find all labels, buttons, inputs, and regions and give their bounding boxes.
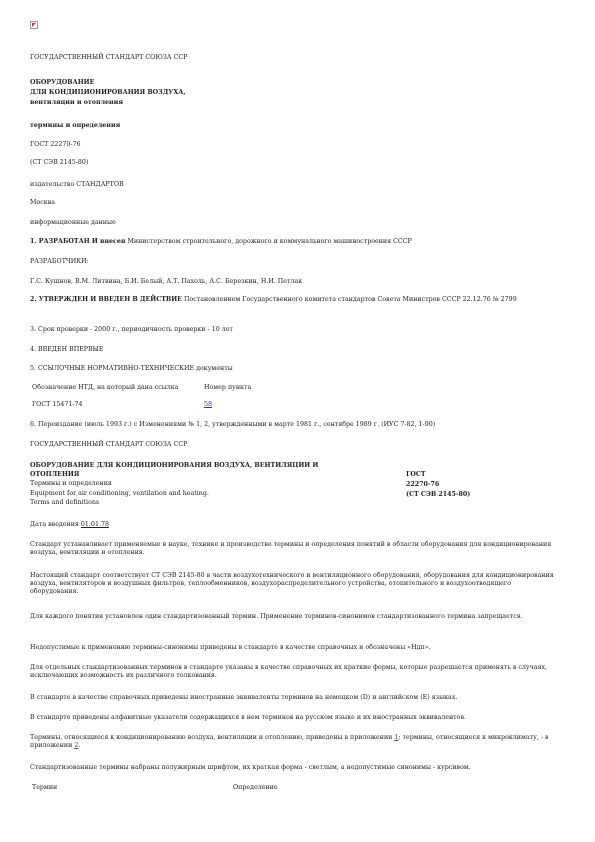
references-table-header-doc: Обозначение НТД, на который дана ссылка [32,384,179,391]
developers-label: РАЗРАБОТЧИКИ: [30,258,89,265]
standard-english-line-2: Terms and definitions [30,499,100,506]
references-table-header-clause: Номер пункта [204,384,252,391]
appendices-text-3: . [78,742,81,749]
header-org: ГОСУДАРСТВЕННЫЙ СТАНДАРТ СОЮЗА ССР [30,54,188,61]
effective-date-label: Дата введения [30,521,79,528]
info-item-2-text: Постановлением Государственного комитета стандартов Совета Министров СССР 22.12.76 № 2799 [181,296,517,303]
header-publisher: издательство СТАНДАРТОВ [30,181,124,188]
references-table-cell-doc: ГОСТ 15471-74 [32,401,83,408]
info-item-2-label: 2. УТВЕРЖДЕН И ВВЕДЕН В ДЕЙСТВИЕ [30,296,182,303]
appendices-text-2: ; термины, относящиеся к микроклимату, - в приложении [30,734,549,749]
developers-list: Г.С. Кушнов, В.М. Литвина, Б.И. Белый, А.Т. Пахоль, А.С. Березкин, Н.И. Петлак [30,278,303,285]
paragraph-indexes: В стандарте приведены алфавитные указатели содержащихся в нем терминов на русском языке и их иностранных эквивалентов. [30,714,466,721]
paragraph-one-term: Для каждого понятия установлен один стандартизованный термин. Применение терминов-синонимов стандартизованного термина запрещается. [30,613,523,620]
standard-code-number: 22270-76 [406,481,440,488]
paragraph-appendices [30,734,560,750]
standard-code-sev: (СТ СЭВ 2145-80) [406,491,471,498]
effective-date [30,521,109,529]
terms-table-header-term: Термин [32,784,58,791]
info-item-4: 4. ВВЕДЕН ВПЕРВЫЕ [30,346,104,353]
info-item-1 [30,238,412,246]
references-table-cell-clause-link[interactable]: 58 [204,401,213,408]
appendices-text-1: Термины, относящиеся к кондиционированию воздуха, вентиляции и отоплению, приведены в приложении [30,734,395,741]
info-item-6: 6. Переиздание (июль 1993 г.) с Изменениями № 1, 2, утвержденными в марте 1981 г., сентябре 1989 г. (ИУС 7-82, 1-90) [30,421,436,428]
standard-english-line-1: Equipment for air conditioning, ventilation and heating. [30,490,209,497]
header-gost: ГОСТ 22270-76 [30,141,81,148]
paragraph-synonyms: Недопустимые к применению термины-синонимы приведены в стандарте в качестве справочных и обозначены «Ндп». [30,644,431,651]
appendix-2-link[interactable]: 2 [74,742,79,749]
info-heading: информационные данные [30,219,116,226]
standard-title-line-1: ОБОРУДОВАНИЕ ДЛЯ КОНДИЦИОНИРОВАНИЯ ВОЗДУХА, ВЕНТИЛЯЦИИ И [30,462,319,469]
info-item-1-label: 1. РАЗРАБОТАН И внесен [30,238,126,245]
effective-date-value: 01.01.78 [80,521,109,528]
standard-code-label: ГОСТ [406,471,426,478]
broken-image-icon [30,21,38,29]
header-st-sev: (СТ СЭВ 2145-80) [30,159,89,166]
paragraph-short-forms: Для отдельных стандартизованных терминов в стандарте указаны в качестве справочных их краткие формы, которые разрешается применять в случаях, исключающих возможность их различного толкования. [30,664,548,679]
info-item-3: 3. Срок проверки - 2000 г., периодичность проверки - 10 лет [30,326,233,333]
header-title-line-3: вентиляции и отопления [30,99,123,106]
appendix-1-link[interactable]: 1 [394,734,399,741]
info-item-2 [30,296,560,304]
info-item-5: 5. ССЫЛОЧНЫЕ НОРМАТИВНО-ТЕХНИЧЕСКИЕ документы [30,365,233,372]
header-city: Москва [30,199,55,206]
info-item-1-text: Министерством строительного, дорожного и коммунального машиностроения СССР [125,238,412,245]
paragraph-typography: Стандартизованные термины набраны полужирным шрифтом, их краткая форма - светлым, а недопустимые синонимы - курсивом. [30,764,471,771]
paragraph-foreign-equivalents: В стандарте в качестве справочных приведены иностранные эквиваленты терминов на немецком (D) и английском (E) языках. [30,694,458,701]
standard-title-line-2: ОТОПЛЕНИЯ [30,471,80,478]
header-title-line-1: ОБОРУДОВАНИЕ [30,79,95,86]
header-title-line-2: ДЛЯ КОНДИЦИОНИРОВАНИЯ ВОЗДУХА, [30,89,186,96]
standard-subtitle: Термины и определения [30,480,112,487]
terms-table-header-definition: Определение [233,784,278,791]
header-subtitle: термины и определения [30,122,121,129]
standard-org: ГОСУДАРСТВЕННЫЙ СТАНДАРТ СОЮЗА ССР [30,441,188,448]
paragraph-scope: Стандарт устанавливает применяемые в науке, технике и производстве термины и определения понятий в области оборудования для кондиционирования воздуха, вентиляции и отопления. [30,541,552,556]
paragraph-correspondence: Настоящий стандарт соответствует СТ СЭВ 2145-80 в части воздухотехнического и вентиляционного оборудования, оборудования для кондиционирования воздуха, вентиляторов и воздушных фильтров, теплообменников, воздухораспределительного устройства, отопительного и воздухоотводящего оборудования. [30,572,554,595]
